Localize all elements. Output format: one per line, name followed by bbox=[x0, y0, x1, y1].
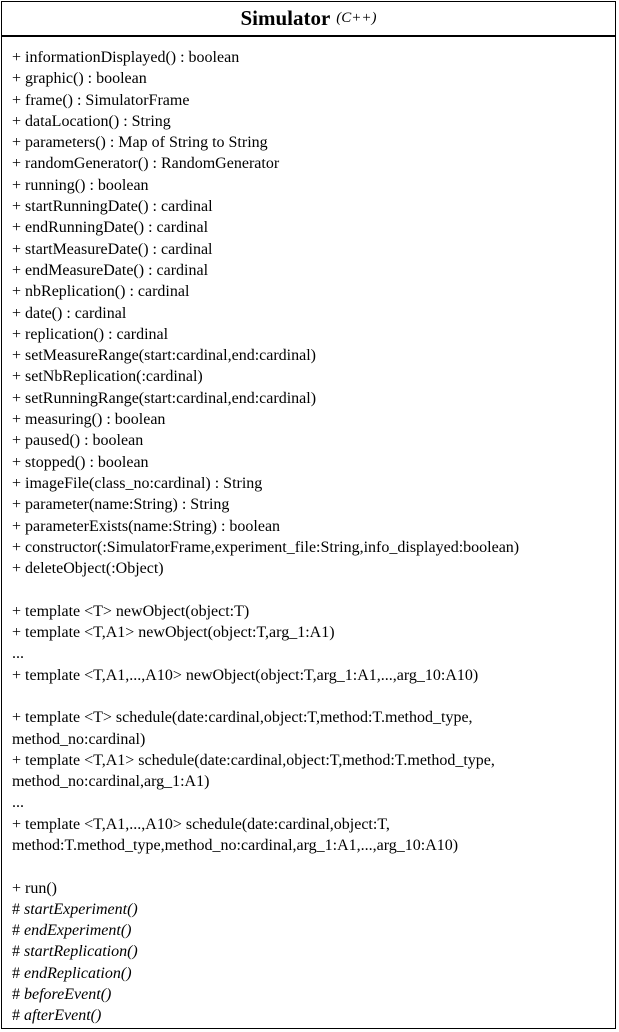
member-line bbox=[12, 345, 605, 366]
visibility-marker: # bbox=[12, 900, 24, 918]
visibility-marker: # bbox=[12, 986, 24, 1004]
member-line bbox=[12, 111, 605, 132]
member-signature: + parameter(name:String) : String bbox=[12, 496, 230, 514]
member-signature: method_no:cardinal) bbox=[12, 730, 146, 748]
member-signature: + running() : boolean bbox=[12, 176, 149, 194]
member-signature: method_no:cardinal,arg_1:A1) bbox=[12, 773, 210, 791]
member-line bbox=[12, 430, 605, 451]
member-line bbox=[12, 920, 605, 941]
member-line bbox=[12, 516, 605, 537]
member-line bbox=[12, 68, 605, 89]
member-line bbox=[12, 409, 605, 430]
class-name: Simulator bbox=[240, 6, 331, 30]
member-signature: + startMeasureDate() : cardinal bbox=[12, 240, 213, 258]
member-signature: + measuring() : boolean bbox=[12, 411, 166, 429]
member-line bbox=[12, 281, 605, 302]
member-signature: + template <T,A1,...,A10> schedule(date:cardinal,object:T, bbox=[12, 815, 390, 833]
member-line bbox=[12, 366, 605, 387]
member-signature: + startRunningDate() : cardinal bbox=[12, 198, 213, 216]
member-line bbox=[12, 217, 605, 238]
member-signature: + frame() : SimulatorFrame bbox=[12, 91, 190, 109]
member-signature: + informationDisplayed() : boolean bbox=[12, 49, 240, 66]
member-line bbox=[12, 196, 605, 217]
member-line bbox=[12, 771, 605, 792]
member-signature: ... bbox=[12, 794, 24, 812]
member-signature: + graphic() : boolean bbox=[12, 70, 147, 88]
visibility-marker: # bbox=[12, 943, 24, 961]
member-signature: + template <T,A1> newObject(object:T,arg_1:A1) bbox=[12, 624, 335, 642]
member-signature: method:T.method_type,method_no:cardinal,arg_1:A1,...,arg_10:A10) bbox=[12, 836, 459, 854]
uml-class-box bbox=[1, 1, 616, 1029]
member-line bbox=[12, 260, 605, 281]
class-header bbox=[2, 2, 615, 37]
member-line bbox=[12, 303, 605, 324]
member-line bbox=[12, 324, 605, 345]
member-line bbox=[12, 792, 605, 813]
member-signature: + replication() : cardinal bbox=[12, 325, 169, 343]
member-signature: + stopped() : boolean bbox=[12, 453, 149, 471]
member-signature: + endRunningDate() : cardinal bbox=[12, 219, 209, 237]
member-signature: endReplication() bbox=[24, 964, 132, 982]
visibility-marker: # bbox=[12, 1007, 24, 1025]
member-signature: + endMeasureDate() : cardinal bbox=[12, 261, 209, 279]
member-line bbox=[12, 665, 605, 686]
group-separator bbox=[12, 856, 605, 877]
member-signature: afterEvent() bbox=[24, 1007, 102, 1025]
member-line bbox=[12, 132, 605, 153]
member-line bbox=[12, 47, 605, 68]
member-line bbox=[12, 601, 605, 622]
member-signature: + template <T,A1> schedule(date:cardinal,object:T,method:T.method_type, bbox=[12, 751, 495, 769]
member-line bbox=[12, 175, 605, 196]
member-line bbox=[12, 814, 605, 835]
member-line bbox=[12, 707, 605, 728]
class-language: (C++) bbox=[336, 10, 377, 26]
member-signature: + constructor(:SimulatorFrame,experiment_file:String,info_displayed:boolean) bbox=[12, 538, 520, 556]
member-signature: + setMeasureRange(start:cardinal,end:cardinal) bbox=[12, 347, 316, 365]
member-line bbox=[12, 963, 605, 984]
member-line bbox=[12, 899, 605, 920]
member-line bbox=[12, 388, 605, 409]
member-line bbox=[12, 452, 605, 473]
member-signature: + run() bbox=[12, 879, 58, 897]
class-members bbox=[2, 37, 615, 1027]
member-signature: + date() : cardinal bbox=[12, 304, 127, 322]
member-line bbox=[12, 750, 605, 771]
member-signature: ... bbox=[12, 645, 24, 663]
visibility-marker: # bbox=[12, 964, 24, 982]
member-signature: + imageFile(class_no:cardinal) : String bbox=[12, 474, 263, 492]
visibility-marker: # bbox=[12, 922, 24, 940]
member-line bbox=[12, 239, 605, 260]
member-line bbox=[12, 984, 605, 1005]
member-line bbox=[12, 1005, 605, 1026]
member-line bbox=[12, 153, 605, 174]
member-signature: + parameterExists(name:String) : boolean bbox=[12, 517, 281, 535]
member-line bbox=[12, 558, 605, 579]
member-signature: + template <T,A1,...,A10> newObject(object:T,arg_1:A1,...,arg_10:A10) bbox=[12, 666, 479, 684]
member-signature: startExperiment() bbox=[24, 900, 138, 918]
member-signature: + parameters() : Map of String to String bbox=[12, 134, 268, 152]
member-signature: + template <T> newObject(object:T) bbox=[12, 602, 250, 620]
group-separator bbox=[12, 579, 605, 600]
member-signature: + template <T> schedule(date:cardinal,object:T,method:T.method_type, bbox=[12, 709, 473, 727]
member-signature: beforeEvent() bbox=[24, 986, 112, 1004]
member-signature: + dataLocation() : String bbox=[12, 112, 171, 130]
member-line bbox=[12, 643, 605, 664]
member-signature: + nbReplication() : cardinal bbox=[12, 283, 190, 301]
member-signature: + paused() : boolean bbox=[12, 432, 144, 450]
member-line bbox=[12, 537, 605, 558]
member-signature: + setNbReplication(:cardinal) bbox=[12, 368, 203, 386]
member-signature: + randomGenerator() : RandomGenerator bbox=[12, 155, 280, 173]
member-line bbox=[12, 941, 605, 962]
member-line bbox=[12, 90, 605, 111]
member-line bbox=[12, 494, 605, 515]
group-separator bbox=[12, 686, 605, 707]
member-line bbox=[12, 835, 605, 856]
member-signature: startReplication() bbox=[24, 943, 138, 961]
member-line bbox=[12, 622, 605, 643]
member-line bbox=[12, 878, 605, 899]
member-signature: + deleteObject(:Object) bbox=[12, 560, 164, 578]
member-line bbox=[12, 473, 605, 494]
member-line bbox=[12, 729, 605, 750]
member-signature: + setRunningRange(start:cardinal,end:cardinal) bbox=[12, 389, 317, 407]
member-signature: endExperiment() bbox=[24, 922, 132, 940]
